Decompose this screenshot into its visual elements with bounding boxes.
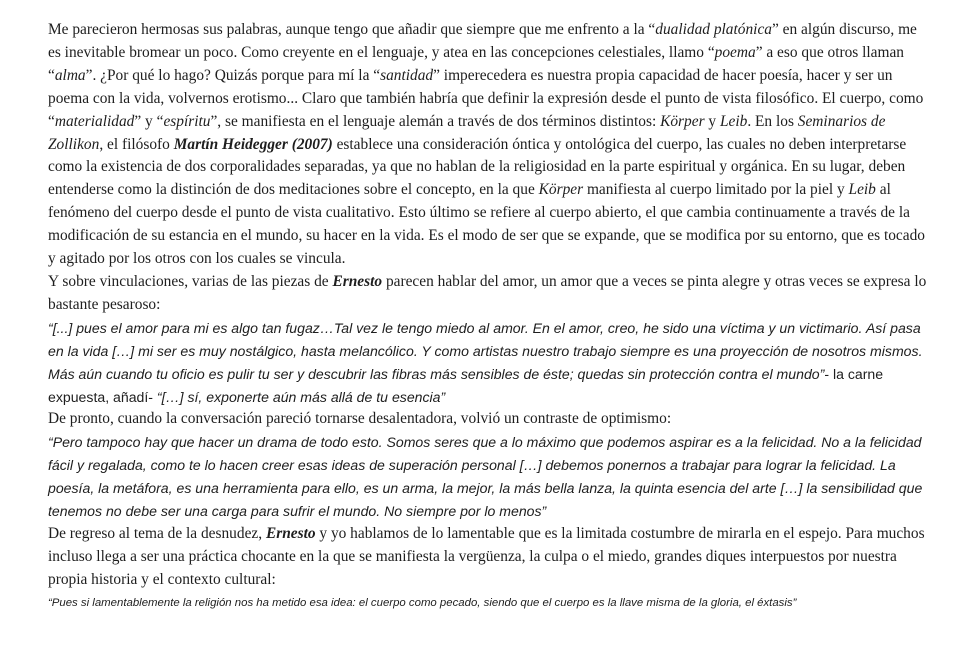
body-paragraph <box>48 271 930 317</box>
text-run: establece una consideración óntica y ontológica del cuerpo, las cuales no deben interpretarse como la existencia de dos corporalidades separadas, ya que no hablan de la religiosidad en la parte espiritual y orgánica. En su lugar, deben entenderse como la distinción de dos meditaciones sobre el concepto, en la que <box>48 135 907 199</box>
text-run: y yo hablamos de lo lamentable que es la limitada costumbre de mirarla en el espejo. Para muchos incluso llega a ser una práctica chocante en la que se manifiesta la vergüenza, la culpa o el miedo, grandes diques interpuestos por nuestra propia historia y el contexto cultural: <box>48 524 925 588</box>
emphasis-term: Leib <box>848 181 876 199</box>
emphasis-term: alma <box>54 66 86 84</box>
text-run: y <box>704 112 720 130</box>
emphasis-term: poema <box>714 43 756 61</box>
text-run: ”. ¿Por qué lo hago? Quizás porque para mí la “ <box>85 66 381 84</box>
emphasis-term: dualidad platónica <box>655 21 772 38</box>
text-run: al fenómeno del cuerpo desde el punto de vista cualitativo. Esto último se refiere al cuerpo abierto, el que cambia continuamente a través de la modificación de su estancia en el mundo, su hacer en la vida. Es el modo de ser que se expande, que se modifica por su entorno, que es tocado y agitado por los otros con los cuales se vincula. <box>48 181 925 268</box>
text-run: ” imperecedera es nuestra propia capacidad de hacer poesía, hacer y ser un poema con la vida, volvernos erotismo... Claro que también habría que definir la expresión desde el punto de vista filosófico. El cuerpo, como “ <box>48 66 924 130</box>
body-paragraph <box>48 19 930 271</box>
text-run: ” y “ <box>134 112 164 130</box>
text-run: ”, se manifiesta en el lenguaje alemán a través de dos términos distintos: <box>210 112 661 130</box>
body-paragraph <box>48 523 930 592</box>
text-run: De regreso al tema de la desnudez, <box>48 524 266 542</box>
text-run: “[...] pues el amor para mi es algo tan fugaz…Tal vez le tengo miedo al amor. En el amor, creo, he sido una víctima y un victimario. Así pasa en la vida […] mi ser es muy nostálgico, hasta melancólico. Y como artistas nuestro trabajo siempre es una proyección de nosotros mismos. Más aún cuando tu oficio es pulir tu ser y descubrir las fibras más sensibles de éste; quedas sin protección contra el mundo” <box>48 319 923 382</box>
emphasis-term: espíritu <box>163 112 211 130</box>
emphasis-term: santidad <box>380 66 434 84</box>
body-paragraph <box>48 408 930 431</box>
quote-paragraph <box>48 317 930 409</box>
text-run: ” a eso que otros llaman “ <box>48 43 905 84</box>
text-run: “Pero tampoco hay que hacer un drama de todo esto. Somos seres que a lo máximo que podemos aspirar es a la felicidad. No a la felicidad fácil y regalada, como te lo hacen creer esas ideas de superación personal […] debemos ponernos a trabajar para lograr la felicidad. La poesía, la metáfora, es una herramienta para ello, es un arma, la mejor, la más bella lanza, la quinta esencia del arte […] la sensibilidad que tenemos no debe ser una carga para sufrir el mundo. No siempre por lo menos” <box>48 434 923 520</box>
text-run: manifiesta al cuerpo limitado por la piel y <box>583 181 849 199</box>
emphasis-name: Ernesto <box>332 272 383 290</box>
text-run: Y sobre vinculaciones, varias de las piezas de <box>48 272 333 290</box>
emphasis-term: Leib <box>719 112 748 130</box>
text-run: De pronto, cuando la conversación pareció tornarse desalentadora, volvió un contraste de optimismo: <box>48 410 672 428</box>
text-run: , el filósofo <box>99 135 174 153</box>
text-run: “Pues si lamentablemente la religión nos ha metido esa idea: el cuerpo como pecado, siendo que el cuerpo es la llave misma de la gloria, el éxtasis” <box>48 596 797 609</box>
text-run: - la carne expuesta, añadí- <box>48 365 884 405</box>
emphasis-name: Ernesto <box>265 524 316 542</box>
emphasis-name: Martín Heidegger (2007) <box>173 135 333 153</box>
emphasis-term: materialidad <box>54 112 135 130</box>
text-run: ” en algún discurso, me es inevitable bromear un poco. Como creyente en el lenguaje, y atea en las concepciones celestiales, llamo “ <box>48 21 917 61</box>
text-run: “[…] sí, exponerte aún más allá de tu esencia” <box>156 388 446 405</box>
text-run: Me parecieron hermosas sus palabras, aunque tengo que añadir que siempre que me enfrento a la “ <box>48 21 656 38</box>
article-body <box>48 19 930 614</box>
emphasis-term: Körper <box>660 112 705 130</box>
quote-paragraph <box>48 431 930 523</box>
text-run: . En los <box>747 112 798 130</box>
quote-paragraph <box>48 592 930 614</box>
emphasis-term: Seminarios de Zollikon <box>48 112 886 153</box>
emphasis-term: Körper <box>538 181 584 199</box>
text-run: parecen hablar del amor, un amor que a veces se pinta alegre y otras veces se expresa lo bastante pesaroso: <box>48 272 927 313</box>
